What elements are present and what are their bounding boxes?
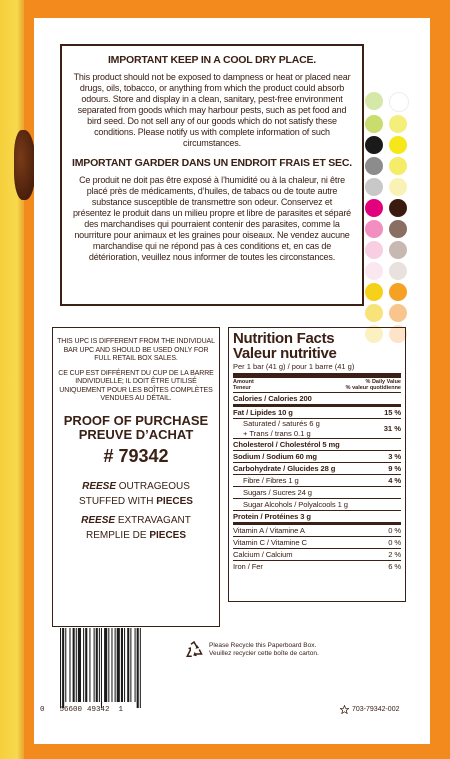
- color-swatch: [389, 241, 407, 259]
- printer-color-swatches: [365, 92, 409, 343]
- barcode-bar: [85, 628, 87, 702]
- calories-label: Calories / Calories 200: [233, 394, 312, 403]
- amount-header: Amount Teneur: [233, 379, 254, 391]
- recycle-text: [209, 642, 319, 658]
- barcode-bar: [135, 628, 136, 702]
- recycle-text-en: Please Recycle this Paperboard Box.: [209, 641, 317, 649]
- barcode-bar: [115, 628, 116, 702]
- fibre-label: Fibre / Fibres 1 g: [243, 476, 299, 485]
- barcode-bar: [108, 628, 109, 702]
- recycle-icon: [185, 641, 203, 658]
- chocolate-piece-image: [14, 130, 36, 200]
- nutrition-title-en: Nutrition Facts: [233, 330, 335, 347]
- color-swatch: [365, 136, 383, 154]
- color-swatch: [389, 136, 407, 154]
- color-swatch: [389, 304, 407, 322]
- cholesterol-label: Cholesterol / Cholestérol 5 mg: [233, 440, 340, 449]
- product-name-fr-2: [57, 530, 215, 541]
- upc-note-en: THIS UPC IS DIFFERENT FROM THE INDIVIDUAL BAR UPC AND SHOULD BE USED ONLY FOR FULL RETAIL BOX SALES.: [57, 338, 215, 362]
- barcode-bar: [76, 628, 77, 702]
- fat-dv: 15 %: [384, 408, 401, 417]
- barcode-digits: [40, 706, 123, 714]
- color-swatch: [389, 92, 409, 112]
- color-swatch: [365, 241, 383, 259]
- product-descriptor: OUTRAGEOUS: [116, 480, 190, 492]
- color-swatch: [389, 115, 407, 133]
- color-swatch: [365, 92, 383, 110]
- sugars-label: Sugars / Sucres 24 g: [243, 488, 312, 497]
- barcode-digit-group: 56600: [59, 706, 83, 714]
- warning-body-en: This product should not be exposed to dampness or heat or placed near drugs, oils, tobacco, or anything from which the product could absorb odours. Store and display in a clean, sanitary, pest-free environment separated from goods which may harbour pests, such as pet food and bird seed. Do not sell any of our goods which do not satisfy these conditions. Please notify us with complete information of such circumstances.: [73, 72, 351, 148]
- sodium-label: Sodium / Sodium 60 mg: [233, 452, 317, 461]
- product-descriptor: EXTRAVAGANT: [115, 514, 191, 526]
- barcode-bar: [65, 628, 66, 702]
- upc-note-fr: CE CUP EST DIFFÉRENT DU CUP DE LA BARRE INDIVIDUELLE; IL DOIT ÊTRE UTILISÉ UNIQUEMENT POUR LES BOÎTES COMPLÈTES VENDUES AU DÉTAIL.: [58, 369, 214, 402]
- vitamin-a-row: [233, 525, 401, 537]
- color-swatch: [365, 304, 383, 322]
- cholesterol-row: [233, 439, 401, 451]
- carbohydrate-row: [233, 463, 401, 475]
- trans-label: + Trans / trans 0.1 g: [243, 428, 311, 438]
- barcode-digit-group: 49342: [87, 706, 110, 714]
- calcium-row: [233, 549, 401, 561]
- barcode-bar: [60, 628, 61, 708]
- fat-label: Fat / Lipides 10 g: [233, 408, 293, 417]
- barcode-bar: [96, 628, 98, 702]
- saturated-trans-dv: 31 %: [383, 423, 401, 433]
- sugar-alcohols-row: [233, 499, 401, 511]
- storage-warning-box: [60, 44, 364, 306]
- barcode-bar: [73, 628, 75, 702]
- protein-label: Protein / Protéines 3 g: [233, 512, 311, 521]
- pieces-word: PIECES: [149, 529, 187, 541]
- barcode-bar: [83, 628, 84, 702]
- product-name-en-2: [57, 496, 215, 507]
- nutrition-header-row: [233, 379, 401, 393]
- color-swatch: [389, 283, 407, 301]
- carbohydrate-dv: 9 %: [388, 464, 401, 473]
- barcode-bar: [137, 628, 139, 708]
- barcode-bar: [99, 628, 100, 702]
- vitamin-a-label: Vitamin A / Vitamine A: [233, 526, 305, 535]
- barcode-bar: [69, 628, 70, 702]
- barcode-bar: [62, 628, 64, 708]
- sugars-row: [233, 487, 401, 499]
- saturated-label: Saturated / saturés 6 g: [243, 419, 320, 428]
- sodium-row: [233, 451, 401, 463]
- barcode-bar: [124, 628, 125, 702]
- color-swatch: [389, 220, 407, 238]
- color-swatch: [389, 199, 407, 217]
- vitamin-c-dv: 0 %: [388, 538, 401, 547]
- carbohydrate-label: Carbohydrate / Glucides 28 g: [233, 464, 336, 473]
- product-subline: REMPLIE DE: [85, 529, 150, 541]
- brand-name: REESE: [81, 514, 116, 526]
- color-swatch: [389, 178, 407, 196]
- proof-of-purchase-en: PROOF OF PURCHASE: [63, 412, 209, 428]
- saturated-trans-label: [233, 419, 320, 438]
- barcode-bar: [140, 628, 141, 708]
- daily-value-header: % Daily Value % valeur quotidienne: [345, 379, 401, 391]
- nutrition-title-fr: Valeur nutritive: [233, 345, 337, 362]
- proof-of-purchase-fr: PREUVE D’ACHAT: [78, 426, 194, 442]
- star-icon: [340, 705, 349, 714]
- color-swatch: [365, 115, 383, 133]
- product-name-en-1: [57, 481, 215, 492]
- warning-heading-fr: IMPORTANT GARDER DANS UN ENDROIT FRAIS ET SEC.: [72, 157, 352, 169]
- proof-of-purchase-box: [52, 327, 220, 627]
- nutrition-facts-table: [228, 327, 406, 602]
- vitamin-c-label: Vitamin C / Vitamine C: [233, 538, 307, 547]
- calcium-label: Calcium / Calcium: [233, 550, 293, 559]
- color-swatch: [365, 262, 383, 280]
- fibre-row: [233, 475, 401, 487]
- part-code: [340, 705, 400, 714]
- color-swatch: [365, 178, 383, 196]
- part-code-text: 703-79342-002: [352, 706, 400, 713]
- recycle-text-fr: Veuillez recycler cette boîte de carton.: [209, 649, 319, 657]
- upc-barcode: [54, 624, 172, 709]
- protein-row: [233, 511, 401, 525]
- color-swatch: [389, 157, 407, 175]
- serving-size: Per 1 bar (41 g) / pour 1 barre (41 g): [233, 362, 401, 378]
- fat-row: [233, 407, 401, 419]
- calories-row: [233, 393, 401, 407]
- color-swatch: [365, 283, 383, 301]
- barcode-bar: [94, 628, 95, 702]
- color-swatch: [365, 220, 383, 238]
- fibre-dv: 4 %: [388, 476, 401, 485]
- barcode-bar: [111, 628, 112, 702]
- product-subline: STUFFED WITH: [79, 495, 157, 507]
- color-swatch: [365, 199, 383, 217]
- barcode-bar: [78, 628, 81, 702]
- yellow-edge-strip: [0, 0, 24, 759]
- warning-heading-en: IMPORTANT KEEP IN A COOL DRY PLACE.: [107, 54, 317, 66]
- saturated-trans-row: [233, 419, 401, 439]
- product-name-fr-1: [57, 515, 215, 526]
- barcode-digit-group: 0: [40, 706, 45, 714]
- brand-name: REESE: [82, 480, 116, 492]
- sodium-dv: 3 %: [388, 452, 401, 461]
- barcode-bar: [104, 628, 107, 702]
- barcode-bar: [127, 628, 129, 702]
- sugar-alcohols-label: Sugar Alcohols / Polyalcools 1 g: [243, 500, 348, 509]
- barcode-bar: [101, 628, 102, 708]
- iron-row: [233, 561, 401, 572]
- color-swatch: [389, 262, 407, 280]
- proof-code: # 79342: [103, 445, 169, 466]
- barcode-bar: [89, 628, 90, 702]
- iron-label: Iron / Fer: [233, 562, 263, 571]
- pieces-word: PIECES: [156, 495, 193, 507]
- barcode-bar: [117, 628, 120, 702]
- warning-body-fr: Ce produit ne doit pas être exposé à l’humidité ou à la chaleur, ni être placé près de médicaments, d’huiles, de tabacs ou de toute autre substance susceptible de transmettre son odeur. Conservez et présentez le produit dans un milieu propre et libre de parasites et séparé des marchandises qui pourraient contenir des parasites, comme la nourriture pour animaux et les graines pour oiseaux. Ne vendez aucune marchandise qui ne répond pas à ces conditions et, en cas de détérioration, veuillez nous informer de toutes les circonstances.: [72, 175, 352, 262]
- barcode-bar: [121, 628, 123, 702]
- iron-dv: 6 %: [388, 562, 401, 571]
- calcium-dv: 2 %: [388, 550, 401, 559]
- barcode-digit-group: 1: [118, 706, 124, 714]
- barcode-bar: [130, 628, 131, 702]
- vitamin-a-dv: 0 %: [388, 526, 401, 535]
- recycle-notice: [185, 641, 319, 658]
- color-swatch: [365, 157, 383, 175]
- vitamin-c-row: [233, 537, 401, 549]
